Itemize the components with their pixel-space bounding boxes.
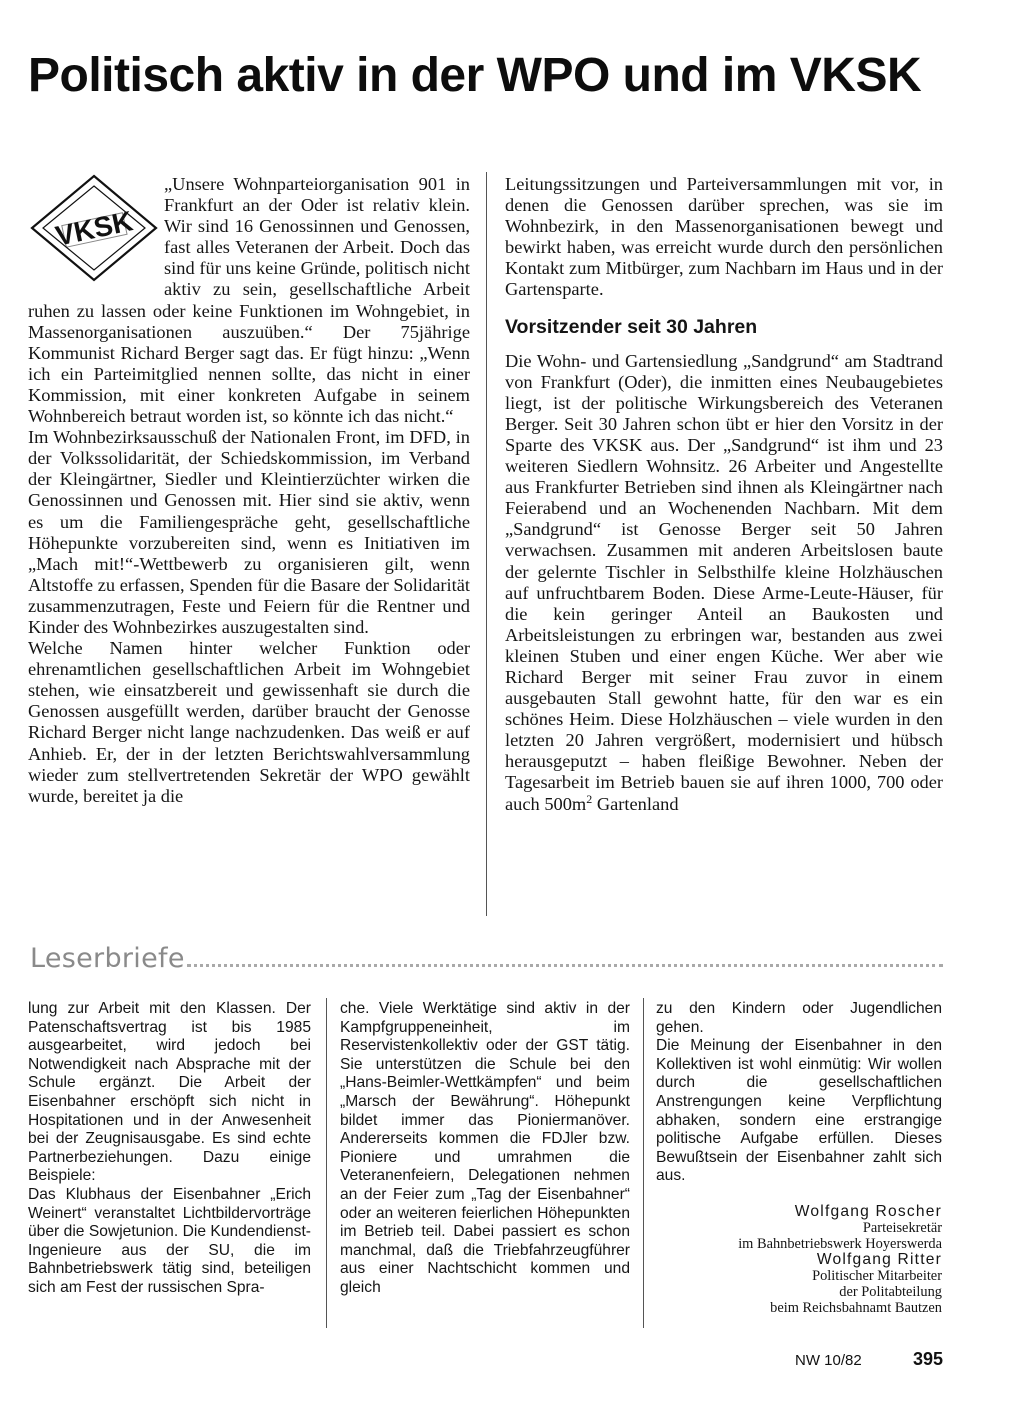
signature-role: im Bahnbetriebswerk Hoyerswerda <box>738 1235 942 1252</box>
letter-paragraph: Das Klubhaus der Eisenbahner „Erich Weinert“ veranstaltet Lichtbildervorträge über die Sowjetunion. Die Kundendienst-Ingenieure aus der SU, die im Bahnbetriebswerk tätig sind, beteiligen sich am Fest der russischen Spra- <box>28 1185 311 1296</box>
signature-role: der Politabteilung <box>839 1283 942 1300</box>
section-label: Leserbriefe <box>30 943 185 974</box>
issue-label: NW 10/82 <box>795 1352 862 1369</box>
signature-name: Wolfgang Roscher <box>794 1202 942 1220</box>
signature-name: Wolfgang Ritter <box>816 1250 942 1268</box>
letter-paragraph: lung zur Arbeit mit den Klassen. Der Patenschaftsvertrag ist bis 1985 ausgearbeitet, wird jedoch bei Notwendigkeit nach Absprache mit der Schule ergänzt. Die Arbeit der Eisenbahner erschöpft sich nicht in Hospitationen und in der Anwesenheit bei der Zeugnisausgabe. Es sind echte Partnerbeziehungen. Dazu einige Beispiele: <box>28 1000 311 1185</box>
column-divider <box>486 172 487 916</box>
signature-role: Parteisekretär <box>862 1219 942 1236</box>
article-text: Die Wohn- und Gartensiedlung „Sandgrund“ am Stadtrand von Frankfurt (Oder), die inmitten eines Neubaugebietes liegt, ist der politische Wirkungsbereich des Veteranen Berger. Seit 30 Jahren schon übt er hier den Vorsitz in der Sparte des VKSK aus. Der „Sandgrund“ ist ihm und 23 weiteren Siedlern Wohnsitz. 26 Arbeiter und Angestellte aus Frankfurter Betrieben sind ihnen als Kleingärtner nach Feierabend und an Wochenenden Nachbarn. Mit dem „Sandgrund“ ist Genosse Berger seit 50 Jahren verwachsen. Zusammen mit anderen Arbeitslosen baute der gelernte Tischler in Selbsthilfe kleine Holzhäuschen auf unfruchtbarem Boden. Diese Arme-Leute-Häuser, für die kein geringer Anteil an Baukosten und Arbeitsleistungen zu erbringen war, bestanden aus zwei kleinen Stuben und einer engen Küche. Wer aber wie Richard Berger mit seiner Frau zuvor in einem ausgebauten Stall gewohnt hatte, für den war es ein schönes Heim. Diese Holzhäuschen – viele wurden in den letzten 20 Jahren vergrößert, modernisiert und hübsch herausgeputzt – haben fleißige Bewohner. Neben der Tagesarbeit im Betrieb bauen sie auf ihren 1000, 700 oder auch 500 <box>505 350 943 814</box>
unit-exponent: 2 <box>586 791 593 806</box>
article-text: Gartenland <box>592 793 679 814</box>
svg-text:VKSK: VKSK <box>52 205 136 252</box>
letter-column-2 <box>340 1000 630 1298</box>
headline: Politisch aktiv in der WPO und im VKSK <box>28 49 922 102</box>
article-column-1 <box>28 174 470 807</box>
article-paragraph: „Unsere Wohnparteiorganisation 901 in Frankfurt an der Oder ist relativ klein. Wir sind 16 Genossinnen und Genossen, fast alles Veteranen der Arbeit. Doch das sind für uns keine Gründe, politisch nicht aktiv zu sein, gesellschaftliche Arbeit ruhen zu lassen oder keine Funktionen im Wohngebiet, in Massenorganisationen auszuüben.“ Der 75jährige Kommunist Richard Berger sagt das. Er fügt hinzu: „Wenn ich ein Parteimitglied nennen sollte, das nicht in einer Kommission, mit einer konkreten Aufgabe in seinem Wohnbereich betraut worden ist, so könnte ich das nicht.“ <box>28 174 470 427</box>
letter-column-1 <box>28 1000 311 1298</box>
letter-paragraph: Die Meinung der Eisenbahner in den Kollektiven ist wohl einmütig: Wir wollen durch die gesellschaftlichen Anstrengungen keine Verpflichtung abhaken, sondern eine erstrangige politische Aufgabe erfüllen. Dieses Bewußtsein der Eisenbahner zahlt sich aus. <box>656 1037 942 1185</box>
article-paragraph: Welche Namen hinter welcher Funktion oder ehrenamtlichen gesellschaftlichen Arbeit im Wohngebiet stehen, wie einsatzbereit und gewissenhaft sie durch die Genossen ausgefüllt werden, darüber braucht der Genosse Richard Berger nicht lange nachzudenken. Das weiß er auf Anhieb. Er, der in der letzten Berichtswahlversammlung wieder zum stellvertretenden Sekretär der WPO gewählt wurde, bereitet ja die <box>28 638 470 806</box>
signature-block <box>656 1204 942 1316</box>
article-paragraph: Leitungssitzungen und Parteiversammlungen mit vor, in denen die Genossen darüber sprechen, was sie im Wohnbezirk, in den Massenorganisationen bewegt und bewirkt haben, was erreicht wurde durch den persönlichen Kontakt zum Mitbürger, zum Nachbarn im Haus und in der Gartensparte. <box>505 174 943 300</box>
vksk-logo-icon <box>28 174 160 282</box>
signature-role: beim Reichsbahnamt Bautzen <box>770 1299 942 1316</box>
unit: m <box>571 793 587 814</box>
column-divider <box>643 998 644 1328</box>
signature-role: Politischer Mitarbeiter <box>812 1267 942 1284</box>
column-divider <box>326 998 327 1328</box>
letter-paragraph: che. Viele Werktätige sind aktiv in der Kampfgruppeneinheit, im Reservistenkollektiv oder der GST tätig. Sie unterstützen die Schule bei den „Hans-Beimler-Wettkämpfen“ und beim „Marsch der Bewährung“. Höhepunkt bildet immer das Pioniermanöver. Andererseits kommen die FDJler bzw. Pioniere und umrahmen die Veteranenfeiern, Delegationen nehmen an der Feier zum „Tag der Eisenbahner“ oder an weiteren feierlichen Höhepunkten im Betrieb teil. Dabei passiert es schon manchmal, daß die Triebfahrzeugführer aus einer Nachtschicht kommen und gleich <box>340 1000 630 1296</box>
article-column-2 <box>505 174 943 815</box>
article-paragraph <box>505 351 943 815</box>
article-subheading: Vorsitzender seit 30 Jahren <box>505 315 758 338</box>
page-number: 395 <box>913 1349 944 1369</box>
section-rule <box>187 964 943 967</box>
letter-paragraph: zu den Kindern oder Jugendlichen gehen. <box>656 1000 942 1036</box>
letter-column-3 <box>656 1000 942 1316</box>
article-paragraph: Im Wohnbezirksausschuß der Nationalen Front, im DFD, in der Volkssolidarität, der Schiedskommission, im Verband der Kleingärtner, Siedler und Kleintierzüchter wirken die Genossinnen und Genossen mit. Hier sind sie aktiv, wenn es um die Familiengespräche geht, gesellschaftliche Höhepunkte vorzubereiten sind, wenn es Initiativen im „Mach mit!“-Wettbewerb zu organisieren gilt, wenn Altstoffe zu erfassen, Spenden für die Basare der Solidarität zusammenzutragen, Feste und Feiern für die Rentner und Kinder des Wohnbezirkes auszugestalten sind. <box>28 427 470 637</box>
